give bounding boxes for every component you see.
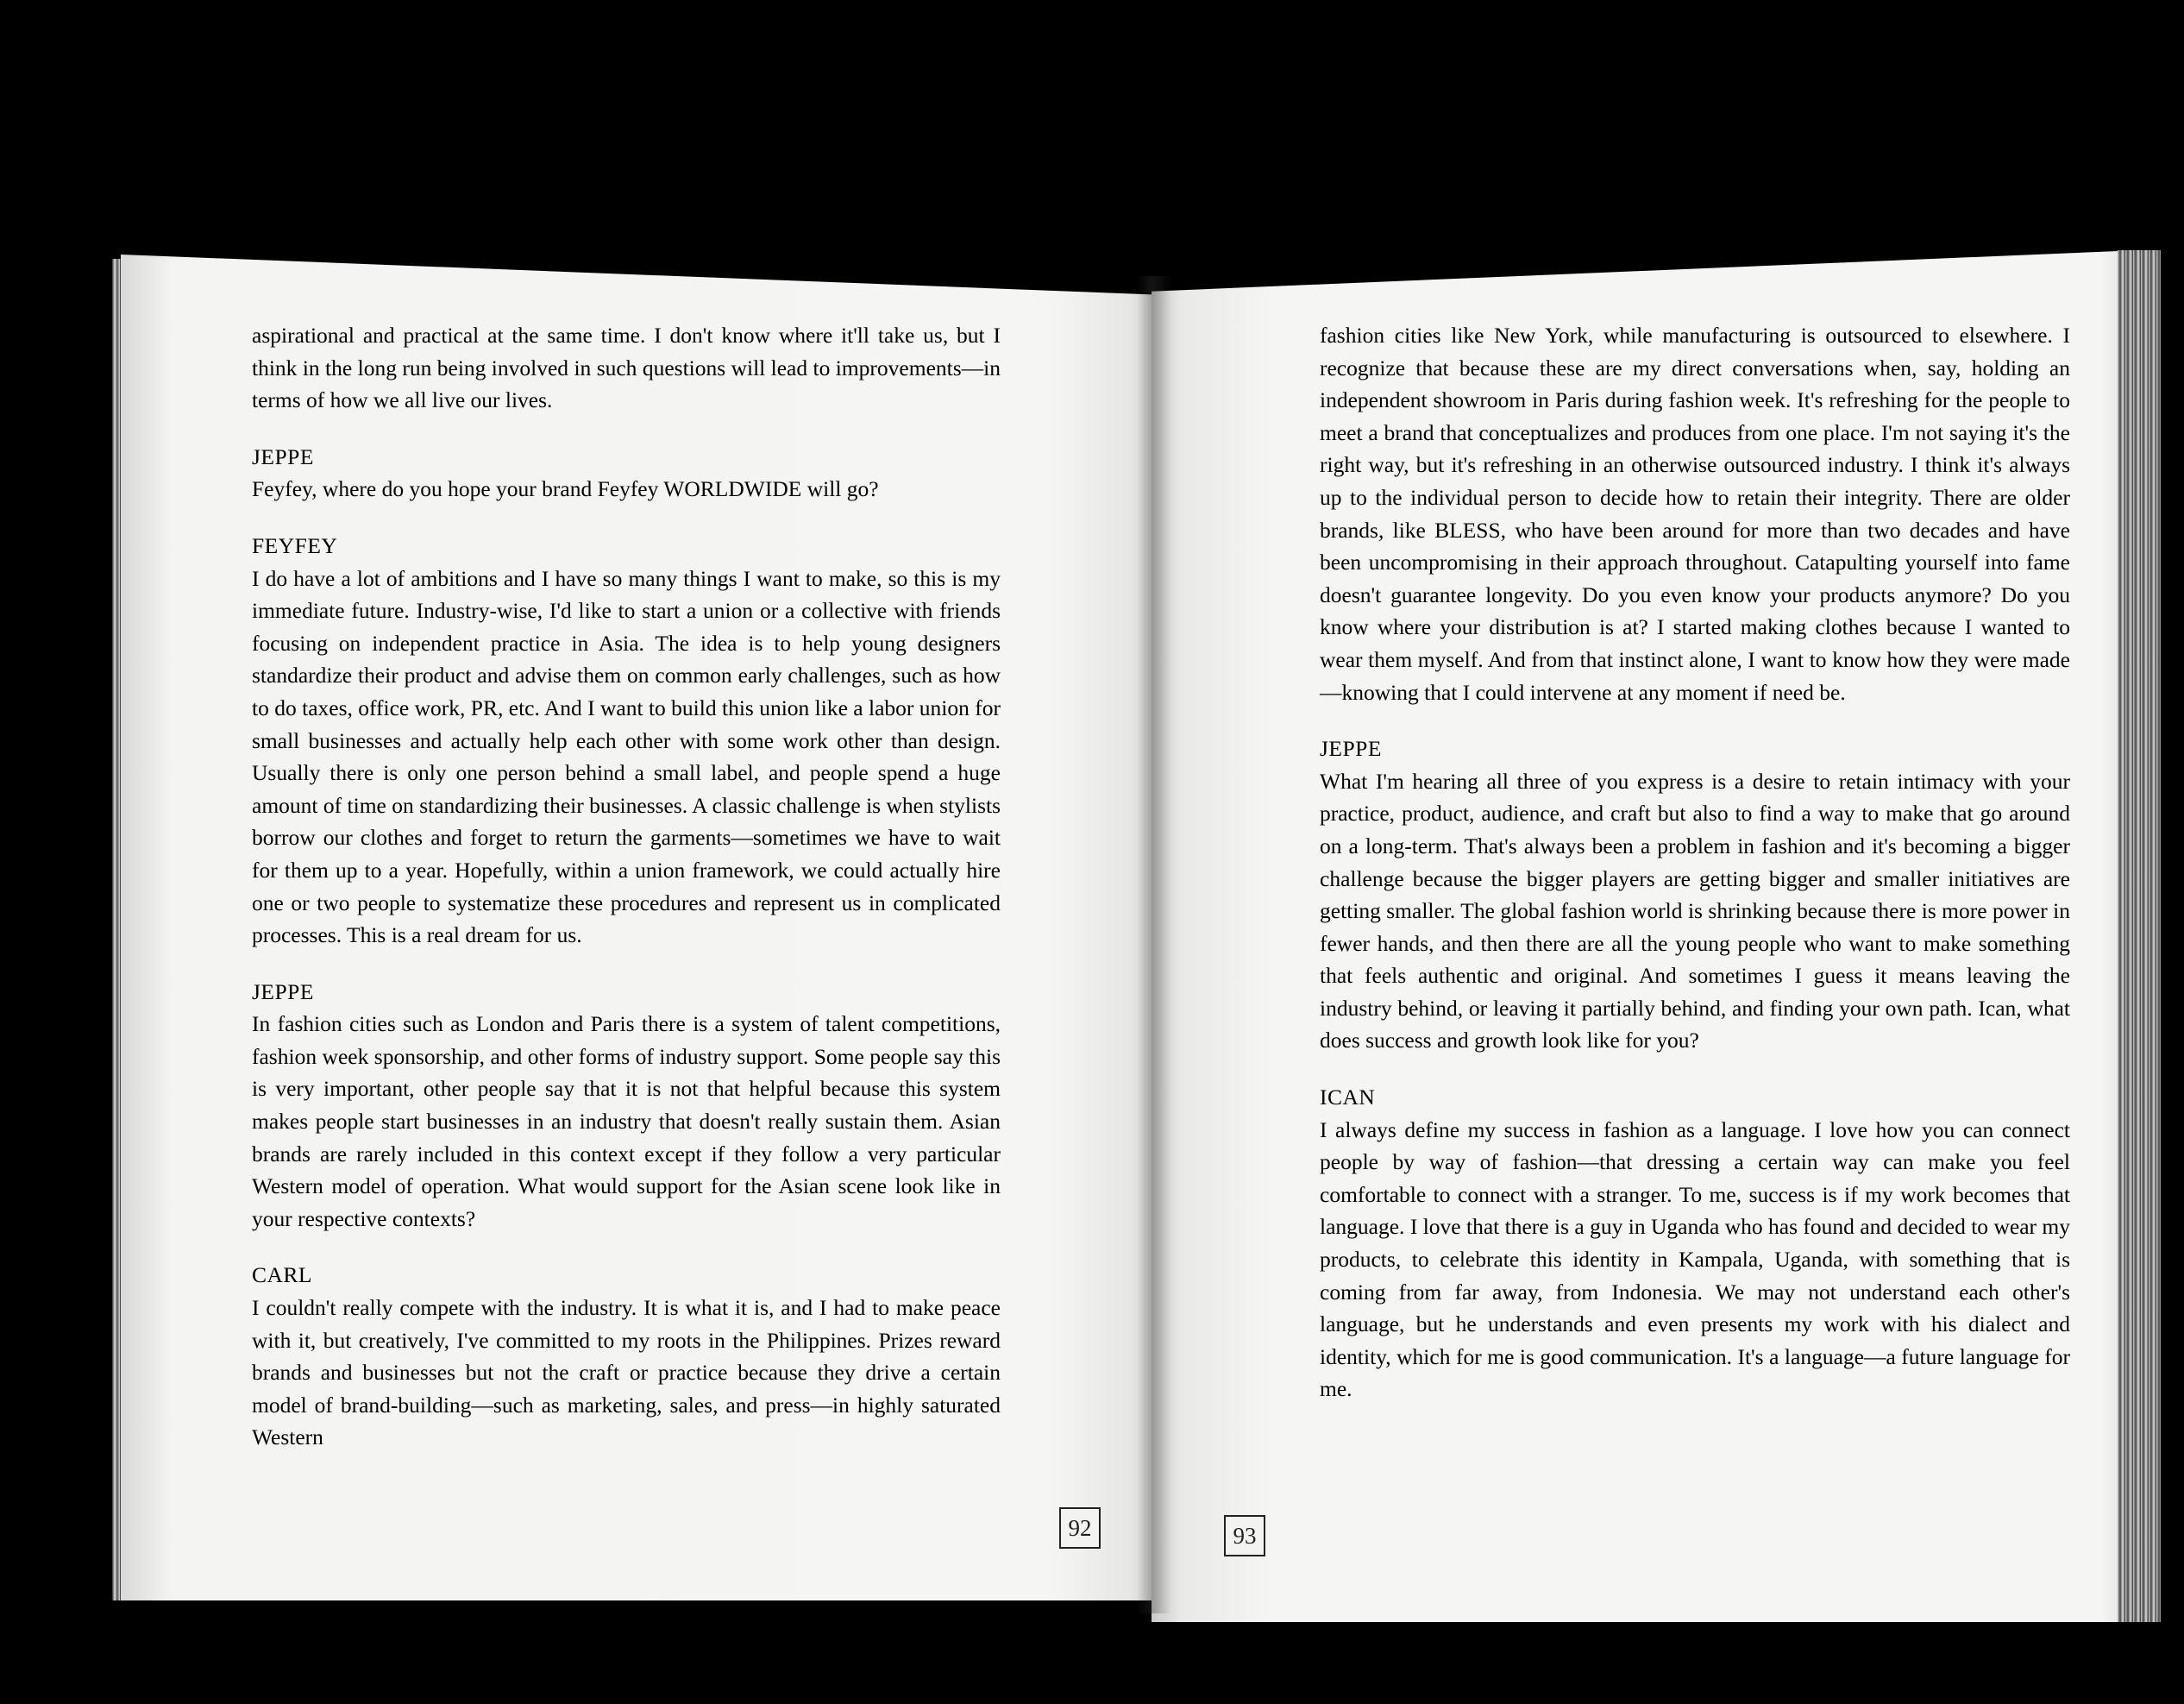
paragraph: fashion cities like New York, while manufacturing is outsourced to elsewhere. I recognize that because these are my direct conversations when, say, holding an independent showroom in Paris during fashion week. It's refreshing for the people to meet a brand that conceptualizes and produces from one place. I'm not saying it's the right way, but it's refreshing in an otherwise outsourced industry. I think it's always up to the individual person to decide how to retain their integrity. There are older brands, like BLESS, who have been around for more than two decades and have been uncompromising in their approach throughout. Catapulting yourself into fame doesn't guarantee longevity. Do you even know your products anymore? Do you know where your distribution is at? I started making clothes because I wanted to wear them myself. And from that instinct alone, I want to know how they were made—knowing that I could intervene at any moment if need be.	[1320, 323, 2070, 705]
page-number-right: 93	[1224, 1515, 1265, 1556]
book-gutter	[1137, 276, 1171, 1613]
paragraph: I always define my success in fashion as a language. I love how you can connect people by way of fashion—that dressing a certain way can make you feel comfortable to connect with a stranger. To me, success is if my work becomes that language. I love that there is a guy in Uganda who has found and decided to wear my products, to celebrate this identity in Kampala, Uganda, with something that is coming from far away, from Indonesia. We may not understand each other's language, but he understands and even presents my work with his dialect and identity, which for me is good communication. It's a language—a future language for me.	[1320, 1116, 2070, 1402]
paragraph: In fashion cities such as London and Paris there is a system of talent competitions, fashion week sponsorship, and other forms of industry support. Some people say this is very important, other people say that it is not that helpful because this system makes people start businesses in an industry that doesn't really sustain them. Asian brands are rarely included in this context except if they follow a very particular Western model of operation. What would support for the Asian scene look like in your respective contexts?	[252, 1011, 1001, 1231]
left-page-text	[252, 319, 1001, 1454]
page-number-left: 92	[1059, 1507, 1101, 1549]
right-page-edges	[2118, 250, 2161, 1622]
speaker-name: JEPPE	[252, 443, 314, 469]
paragraph: Feyfey, where do you hope your brand Feyfey WORLDWIDE will go?	[252, 476, 879, 502]
paragraph: aspirational and practical at the same time. I don't know where it'll take us, but I think in the long run being involved in such questions will lead to improvements—in terms of how we all live our lives.	[252, 323, 1001, 413]
speaker-name: ICAN	[1320, 1085, 1376, 1110]
speaker-name: JEPPE	[252, 978, 314, 1004]
paragraph: What I'm hearing all three of you express is a desire to retain intimacy with your practice, product, audience, and craft but also to find a way to make that go around on a long-term. That's always been a problem in fashion and it's becoming a bigger challenge because the bigger players are getting bigger and smaller initiatives are getting smaller. The global fashion world is shrinking because there is more power in fewer hands, and then there are all the young people who want to make something that feels authentic and original. And sometimes I guess it means leaving the industry behind, or leaving it partially behind, and finding your own path. Ican, what does success and growth look like for you?	[1320, 768, 2070, 1053]
paragraph: I couldn't really compete with the industry. It is what it is, and I had to make peace with it, but creatively, I've committed to my roots in the Philippines. Prizes reward brands and businesses but not the craft or practice because they drive a certain model of brand-building—such as marketing, sales, and press—in highly saturated Western	[252, 1295, 1001, 1450]
right-page-text	[1320, 319, 2070, 1405]
speaker-name: FEYFEY	[252, 532, 338, 558]
speaker-name: JEPPE	[1320, 736, 1382, 762]
paragraph: I do have a lot of ambitions and I have so many things I want to make, so this is my immediate future. Industry-wise, I'd like to start a union or a collective with friends focusing on independent practice in Asia. The idea is to help young designers standardize their product and advise them on common early challenges, such as how to do taxes, office work, PR, etc. And I want to build this union like a labor union for small businesses and actually help each other with some work other than design. Usually there is only one person behind a small label, and people spend a huge amount of time on standardizing their businesses. A classic challenge is when stylists borrow our clothes and forget to return the garments—sometimes we have to wait for them up to a year. Hopefully, within a union framework, we could actually hire one or two people to systematize these procedures and represent us in complicated processes. This is a real dream for us.	[252, 565, 1001, 948]
speaker-name: CARL	[252, 1262, 313, 1288]
